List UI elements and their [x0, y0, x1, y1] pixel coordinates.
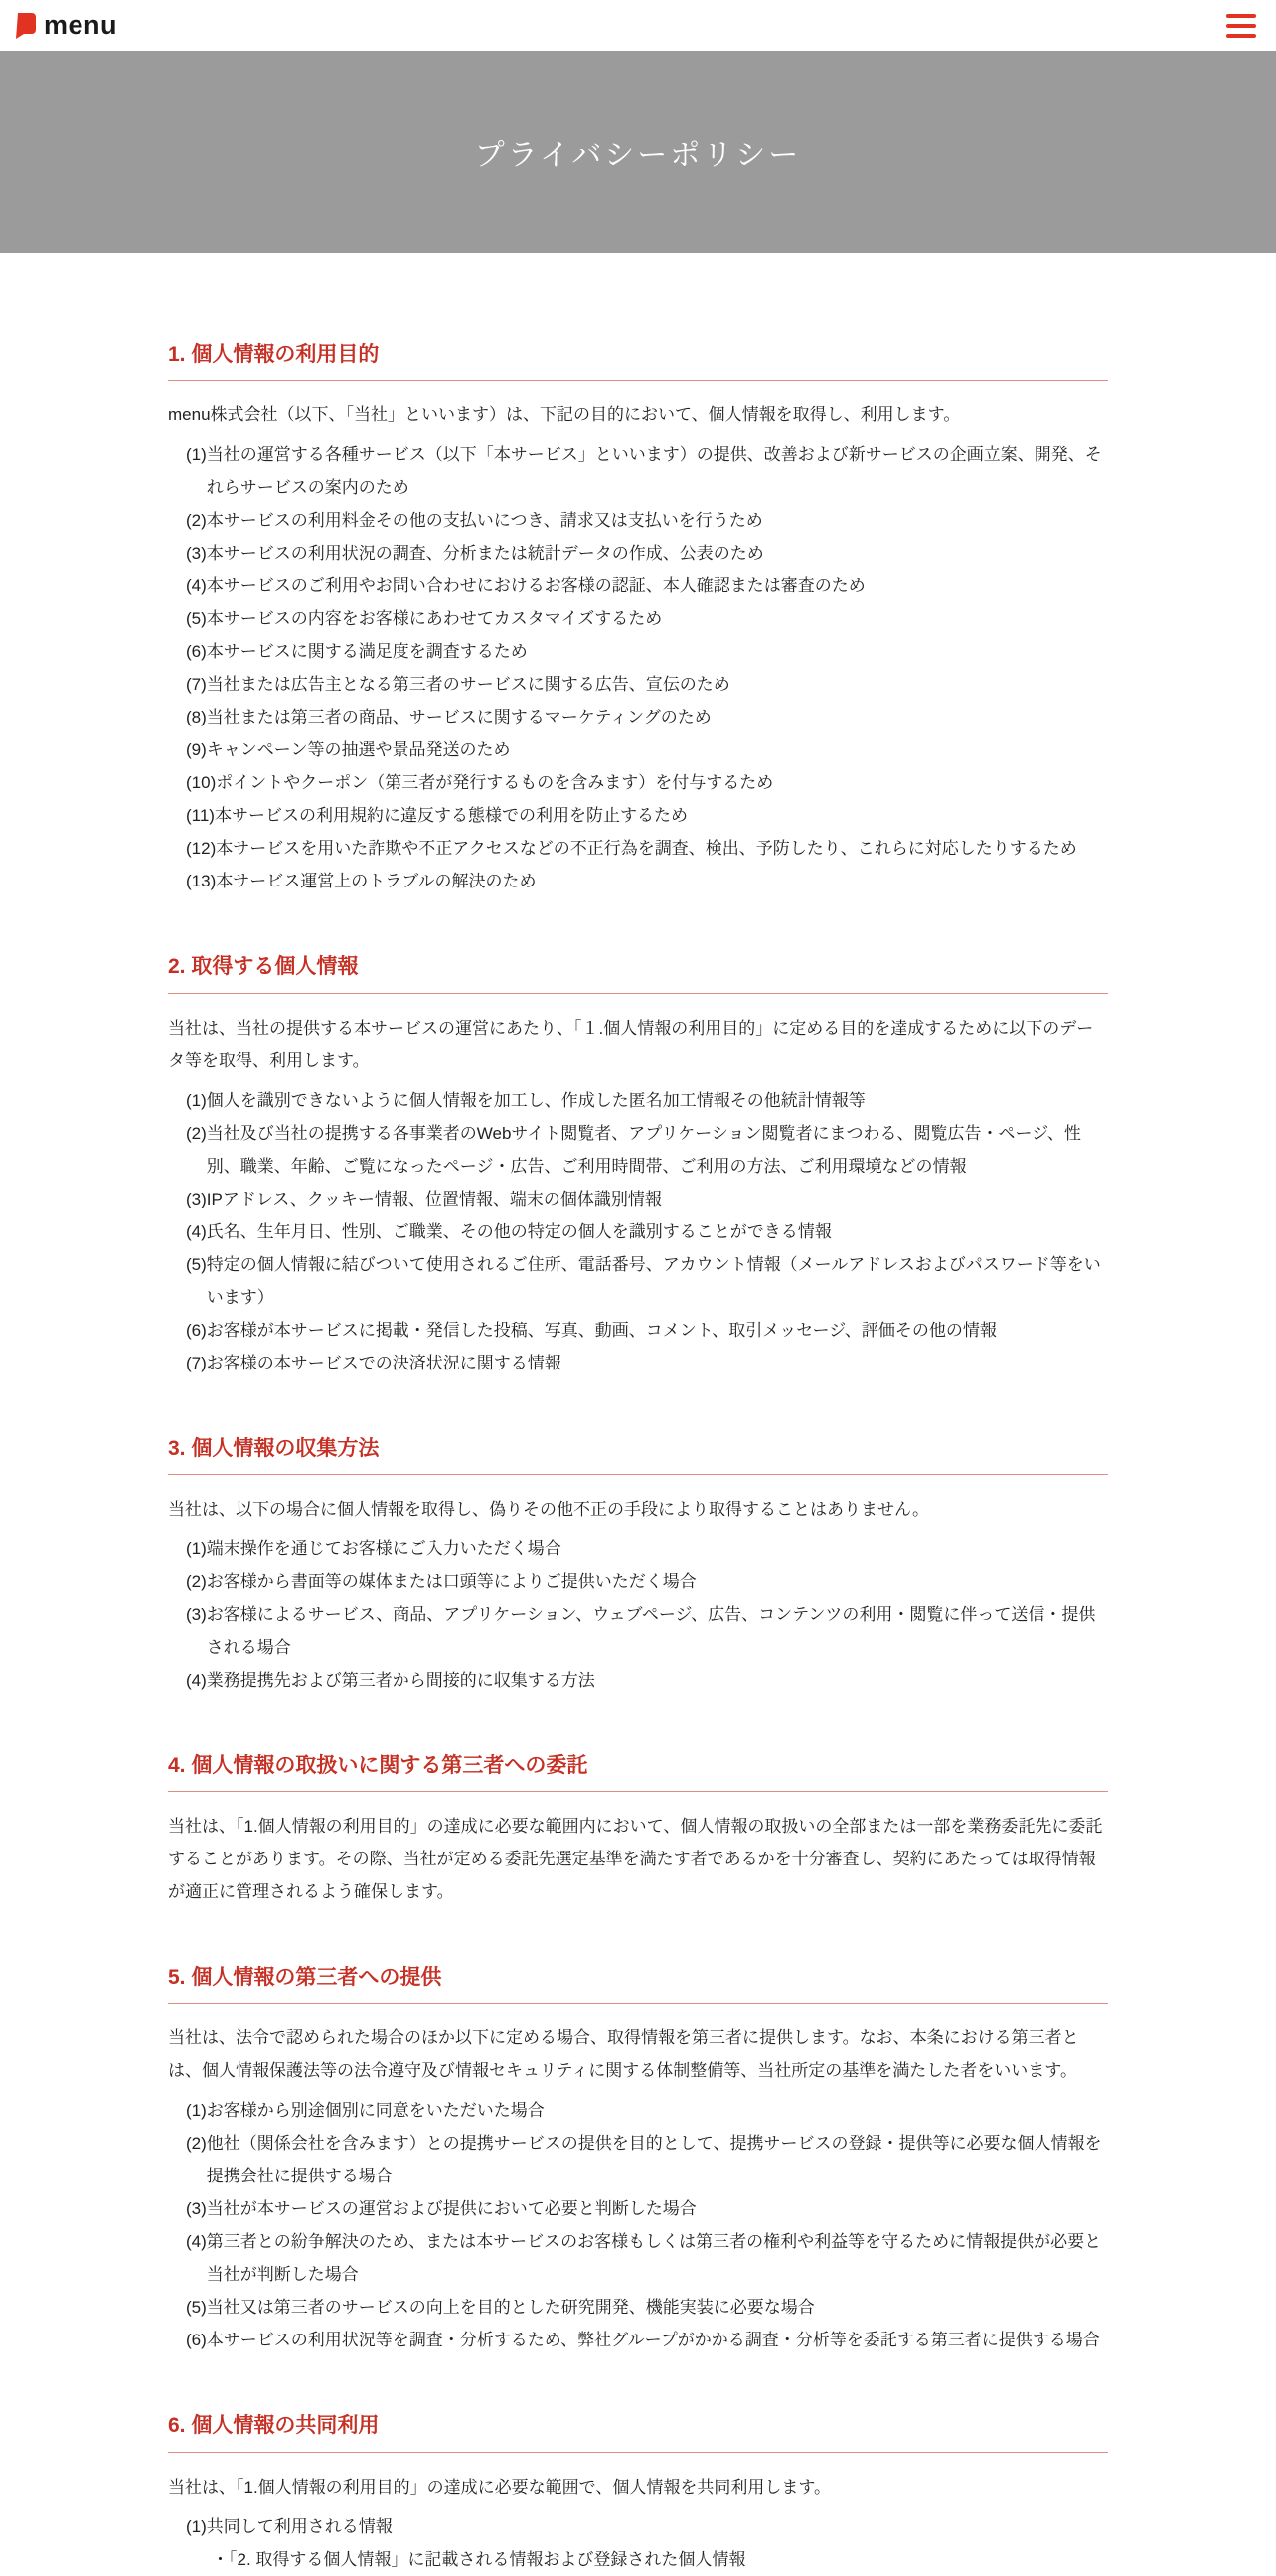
- section-heading: 2. 取得する個人情報: [168, 953, 1108, 993]
- list-item-text: ・「2. 取得する個人情報」に記載される情報および登録された個人情報: [212, 2549, 746, 2569]
- list-item: [186, 1565, 1108, 1598]
- list-item: [186, 832, 1108, 865]
- list-item-marker: (1): [186, 1090, 207, 1110]
- section-paragraph: 当社は、法令で認められた場合のほか以下に定める場合、取得情報を第三者に提供します。なお、本条における第三者とは、個人情報保護法等の法令遵守及び情報セキュリティに関する体制整備等、当社所定の基準を満たした者をいいます。: [168, 2028, 1079, 2081]
- list-item-text: 当社又は第三者のサービスの向上を目的とした研究開発、機能実装に必要な場合: [206, 2298, 815, 2318]
- list-item-text: 本サービスの利用規約に違反する態様での利用を防止するため: [214, 806, 688, 826]
- list-item-text: 業務提携先および第三者から間接的に収集する方法: [206, 1670, 595, 1690]
- section-heading: 4. 個人情報の取扱いに関する第三者への委託: [168, 1752, 1108, 1792]
- list-item: [186, 2094, 1108, 2127]
- list-item-marker: (10): [186, 773, 217, 793]
- hamburger-bar: [1226, 24, 1256, 28]
- section-paragraph: 当社は、「1.個人情報の利用目的」の達成に必要な範囲で、個人情報を共同利用します。: [168, 2477, 831, 2496]
- list-item-marker: (2): [186, 511, 207, 531]
- list-item-marker: (3): [186, 1189, 207, 1208]
- list-item-marker: (3): [186, 544, 207, 564]
- list-item-marker: (2): [186, 1571, 207, 1591]
- list-item: [186, 537, 1108, 569]
- list-item: [186, 1598, 1108, 1664]
- menu-logo-text: menu: [44, 10, 118, 40]
- section-paragraph: 当社は、以下の場合に個人情報を取得し、偽りその他不正の手段により取得することはありません。: [168, 1499, 930, 1519]
- list-item: [186, 602, 1108, 635]
- list-item: [186, 1248, 1108, 1314]
- list-item-text: 本サービスを用いた詐欺や不正アクセスなどの不正行為を調査、検出、予防したり、これらに対応したりするため: [216, 839, 1077, 859]
- list-item-text: 特定の個人情報に結びついて使用されるご住所、電話番号、アカウント情報（メールアドレスおよびパスワード等をいいます）: [206, 1254, 1101, 1307]
- section-list: [168, 1532, 1108, 1696]
- list-item-text: キャンペーン等の抽選や景品発送のため: [206, 740, 511, 760]
- list-item: [186, 701, 1108, 733]
- list-item-marker: (3): [186, 2199, 207, 2219]
- list-item: [186, 2192, 1108, 2225]
- list-item-marker: (11): [186, 806, 215, 826]
- section-list: [168, 2510, 1108, 2576]
- list-item: [186, 668, 1108, 701]
- list-item-text: お客様が本サービスに掲載・発信した投稿、写真、動画、コメント、取引メッセージ、評価その他の情報: [206, 1320, 997, 1340]
- list-item-marker: (3): [186, 1604, 207, 1624]
- list-item-marker: (6): [186, 2331, 207, 2350]
- list-item-text: お客様から書面等の媒体または口頭等によりご提供いただく場合: [206, 1571, 697, 1591]
- list-item: [186, 1532, 1108, 1565]
- list-item: [186, 2543, 1108, 2576]
- list-item-marker: (4): [186, 1221, 207, 1241]
- list-item: [186, 569, 1108, 602]
- list-item-marker: (6): [186, 1320, 207, 1340]
- list-item: [186, 2225, 1108, 2291]
- list-item-text: 本サービスの内容をお客様にあわせてカスタマイズするため: [206, 609, 663, 629]
- list-item-text: 本サービスの利用状況等を調査・分析するため、弊社グループがかかる調査・分析等を委託する第三者に提供する場合: [206, 2331, 1100, 2350]
- hamburger-bar: [1226, 14, 1256, 18]
- list-item-marker: (1): [186, 1538, 207, 1558]
- list-item-marker: (7): [186, 675, 207, 695]
- list-item-marker: (1): [186, 445, 207, 465]
- list-item-marker: (13): [186, 872, 217, 891]
- list-item-marker: (12): [186, 839, 217, 859]
- list-item-text: お客様から別途個別に同意をいただいた場合: [206, 2101, 545, 2121]
- section-list: [168, 2094, 1108, 2356]
- list-item-text: 共同して利用される情報: [206, 2516, 393, 2536]
- list-item-text: 本サービスの利用料金その他の支払いにつき、請求又は支払いを行うため: [206, 511, 763, 531]
- section-list: [168, 438, 1108, 897]
- list-item-text: 端末操作を通じてお客様にご入力いただく場合: [206, 1538, 561, 1558]
- section-heading: 6. 個人情報の共同利用: [168, 2412, 1108, 2452]
- hamburger-menu-button[interactable]: [1226, 14, 1256, 38]
- menu-logo[interactable]: [14, 12, 117, 40]
- list-item-text: 個人を識別できないように個人情報を加工し、作成した匿名加工情報その他統計情報等: [206, 1090, 866, 1110]
- section-heading: 1. 個人情報の利用目的: [168, 341, 1108, 381]
- list-item-marker: (9): [186, 740, 207, 760]
- list-item: [186, 799, 1108, 832]
- list-item-text: ポイントやクーポン（第三者が発行するものを含みます）を付与するため: [216, 773, 774, 793]
- hamburger-bar: [1226, 34, 1256, 38]
- app-header: [0, 0, 1276, 51]
- list-item-text: 本サービスに関する満足度を調査するため: [206, 642, 528, 662]
- section-list: [168, 1084, 1108, 1379]
- list-item: [186, 1215, 1108, 1248]
- list-item: [186, 635, 1108, 668]
- list-item-text: 当社または第三者の商品、サービスに関するマーケティングのため: [206, 708, 712, 727]
- list-item-text: お客様によるサービス、商品、アプリケーション、ウェブページ、広告、コンテンツの利用・閲覧に伴って送信・提供される場合: [206, 1604, 1096, 1657]
- list-item-text: 氏名、生年月日、性別、ご職業、その他の特定の個人を識別することができる情報: [206, 1221, 832, 1241]
- list-item: [186, 1664, 1108, 1696]
- policy-section: [168, 2412, 1108, 2575]
- list-item-text: 本サービス運営上のトラブルの解決のため: [216, 872, 537, 891]
- list-item-text: 第三者との紛争解決のため、または本サービスのお客様もしくは第三者の権利や利益等を守るために情報提供が必要と当社が判断した場合: [206, 2232, 1102, 2285]
- list-item-text: 当社の運営する各種サービス（以下「本サービス」といいます）の提供、改善および新サービスの企画立案、開発、それらサービスの案内のため: [206, 445, 1102, 498]
- policy-section: [168, 1964, 1108, 2356]
- list-item: [186, 2127, 1108, 2192]
- section-heading: 5. 個人情報の第三者への提供: [168, 1964, 1108, 2004]
- policy-section: [168, 341, 1108, 897]
- policy-content: [168, 341, 1108, 2576]
- page-title: プライバシーポリシー: [474, 139, 802, 172]
- list-item-marker: (1): [186, 2101, 207, 2121]
- list-item: [186, 733, 1108, 766]
- section-paragraph: 当社は、当社の提供する本サービスの運営にあたり、「１.個人情報の利用目的」に定める目的を達成するために以下のデータ等を取得、利用します。: [168, 1018, 1094, 1070]
- section-paragraph: 当社は、「1.個人情報の利用目的」の達成に必要な範囲内において、個人情報の取扱いの全部または一部を業務委託先に委託することがあります。その際、当社が定める委託先選定基準を満たす者であるかを十分審査し、契約にあたっては取得情報が適正に管理されるよう確保します。: [168, 1817, 1103, 1902]
- list-item-text: 当社が本サービスの運営および提供において必要と判断した場合: [206, 2199, 697, 2219]
- list-item-marker: (7): [186, 1353, 207, 1372]
- list-item: [186, 1117, 1108, 1183]
- list-item-marker: (4): [186, 2232, 207, 2252]
- section-paragraph: menu株式会社（以下、「当社」といいます）は、下記の目的において、個人情報を取得し、利用します。: [168, 405, 961, 425]
- list-item: [186, 2324, 1108, 2356]
- list-item-text: IPアドレス、クッキー情報、位置情報、端末の個体識別情報: [206, 1189, 662, 1208]
- policy-section: [168, 1752, 1108, 1908]
- list-item: [186, 2510, 1108, 2543]
- section-heading: 3. 個人情報の収集方法: [168, 1435, 1108, 1475]
- list-item: [186, 504, 1108, 537]
- sections: [168, 341, 1108, 2576]
- list-item-marker: (2): [186, 2134, 207, 2154]
- list-item-marker: (5): [186, 2298, 207, 2318]
- list-item: [186, 865, 1108, 897]
- list-item-marker: (5): [186, 609, 207, 629]
- list-item-marker: (8): [186, 708, 207, 727]
- list-item: [186, 438, 1108, 504]
- list-item-marker: (6): [186, 642, 207, 662]
- policy-section: [168, 1435, 1108, 1696]
- list-item-marker: (1): [186, 2516, 207, 2536]
- list-item-text: お客様の本サービスでの決済状況に関する情報: [206, 1353, 561, 1372]
- list-item: [186, 1314, 1108, 1347]
- list-item-text: 当社及び当社の提携する各事業者のWebサイト閲覧者、アプリケーション閲覧者にまつわる、閲覧広告・ページ、性別、職業、年齢、ご覧になったページ・広告、ご利用時間帯、ご利用の方法、ご利用環境などの情報: [206, 1123, 1081, 1176]
- list-item-text: 本サービスの利用状況の調査、分析または統計データの作成、公表のため: [206, 544, 764, 564]
- list-item-text: 本サービスのご利用やお問い合わせにおけるお客様の認証、本人確認または審査のため: [206, 576, 866, 596]
- page-hero: [0, 51, 1276, 253]
- list-item: [186, 1183, 1108, 1215]
- list-item-marker: (5): [186, 1254, 207, 1274]
- list-item-marker: (4): [186, 1670, 207, 1690]
- menu-logo-icon: [14, 12, 38, 40]
- list-item: [186, 766, 1108, 799]
- list-item: [186, 1347, 1108, 1379]
- list-item-marker: (2): [186, 1123, 207, 1143]
- list-item: [186, 1084, 1108, 1117]
- list-item-marker: (4): [186, 576, 207, 596]
- list-item-text: 当社または広告主となる第三者のサービスに関する広告、宣伝のため: [206, 675, 730, 695]
- list-item-text: 他社（関係会社を含みます）との提携サービスの提供を目的として、提携サービスの登録・提供等に必要な個人情報を提携会社に提供する場合: [206, 2134, 1102, 2186]
- policy-section: [168, 953, 1108, 1378]
- list-item: [186, 2291, 1108, 2324]
